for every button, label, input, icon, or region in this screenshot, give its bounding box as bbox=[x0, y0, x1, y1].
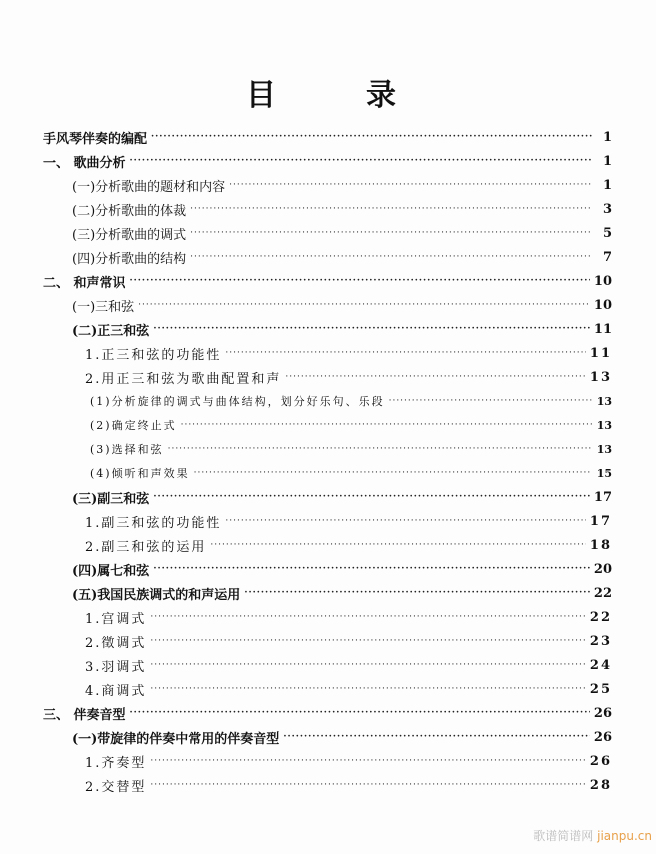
toc-entry-page: 5 bbox=[602, 225, 612, 241]
toc-entry-page: 1 bbox=[602, 153, 612, 169]
toc-entry[interactable] bbox=[85, 366, 612, 388]
toc-entry-page: 23 bbox=[589, 633, 612, 649]
toc-entry-label: (2)确定终止式 bbox=[90, 419, 177, 432]
toc-entry[interactable] bbox=[72, 294, 612, 316]
toc-entry[interactable] bbox=[90, 462, 612, 484]
leader-dots bbox=[225, 510, 586, 532]
toc-entry-label: 手风琴伴奏的编配 bbox=[43, 131, 148, 147]
toc-entry[interactable] bbox=[85, 750, 612, 772]
toc-entry-label: 2.副三和弦的运用 bbox=[85, 539, 207, 555]
toc-entry[interactable] bbox=[85, 534, 612, 556]
toc-entry[interactable] bbox=[72, 222, 612, 244]
toc-entry[interactable] bbox=[43, 270, 612, 292]
leader-dots bbox=[130, 702, 590, 724]
toc-entry[interactable] bbox=[72, 246, 612, 268]
toc-entry-page: 11 bbox=[589, 345, 612, 361]
toc-entry-page: 20 bbox=[593, 561, 612, 577]
toc-entry-label: (三)分析歌曲的调式 bbox=[72, 227, 187, 243]
leader-dots bbox=[150, 630, 586, 652]
leader-dots bbox=[229, 174, 592, 196]
toc-entry[interactable] bbox=[85, 342, 612, 364]
leader-dots bbox=[130, 270, 590, 292]
toc-entry[interactable] bbox=[72, 582, 612, 604]
toc-entry[interactable] bbox=[72, 174, 612, 196]
toc-entry-label: 2.交替型 bbox=[85, 779, 147, 795]
toc-entry-label: 1.副三和弦的功能性 bbox=[85, 515, 222, 531]
leader-dots bbox=[150, 750, 586, 772]
leader-dots bbox=[389, 390, 592, 412]
toc-entry[interactable] bbox=[90, 414, 612, 436]
toc-entry-label: (四)属七和弦 bbox=[72, 563, 150, 579]
toc-entry[interactable] bbox=[85, 774, 612, 796]
toc-entry-page: 11 bbox=[593, 321, 612, 337]
toc-entry-page: 22 bbox=[593, 585, 612, 601]
toc-entry-page: 17 bbox=[589, 513, 612, 529]
toc-entry-label: (一)带旋律的伴奏中常用的伴奏音型 bbox=[72, 731, 280, 747]
leader-dots bbox=[150, 606, 586, 628]
leader-dots bbox=[130, 150, 592, 172]
leader-dots bbox=[168, 438, 592, 460]
toc-entry-page: 1 bbox=[602, 129, 612, 145]
toc-entry-label: (四)分析歌曲的结构 bbox=[72, 251, 187, 267]
toc-entry-label: (三)副三和弦 bbox=[72, 491, 150, 507]
toc-entry-label: 3.羽调式 bbox=[85, 659, 147, 675]
leader-dots bbox=[190, 222, 592, 244]
leader-dots bbox=[190, 246, 592, 268]
leader-dots bbox=[153, 486, 590, 508]
leader-dots bbox=[194, 462, 592, 484]
toc-entry-page: 13 bbox=[596, 418, 612, 432]
leader-dots bbox=[153, 318, 590, 340]
toc-entry-label: 4.商调式 bbox=[85, 683, 147, 699]
toc-entry-label: 2.徵调式 bbox=[85, 635, 147, 651]
toc-entry-page: 26 bbox=[593, 729, 612, 745]
page-title bbox=[0, 70, 656, 113]
toc-entry-page: 24 bbox=[589, 657, 612, 673]
title-char-1: 目 bbox=[246, 78, 276, 113]
toc-entry[interactable] bbox=[72, 486, 612, 508]
toc-entry[interactable] bbox=[85, 654, 612, 676]
toc-entry[interactable] bbox=[72, 318, 612, 340]
watermark-en: jianpu.cn bbox=[597, 829, 652, 843]
leader-dots bbox=[210, 534, 586, 556]
toc-entry-label: (4)倾听和声效果 bbox=[90, 467, 190, 480]
toc-entry-page: 15 bbox=[596, 466, 612, 480]
leader-dots bbox=[150, 654, 586, 676]
toc-entry-label: 二、 和声常识 bbox=[43, 275, 126, 291]
toc-entry[interactable] bbox=[72, 198, 612, 220]
toc-entry[interactable] bbox=[43, 150, 612, 172]
toc-entry-page: 26 bbox=[593, 705, 612, 721]
toc-entry[interactable] bbox=[72, 558, 612, 580]
toc-entry-page: 22 bbox=[589, 609, 612, 625]
toc-entry-page: 13 bbox=[589, 369, 612, 385]
leader-dots bbox=[181, 414, 592, 436]
title-char-2: 录 bbox=[366, 78, 396, 113]
leader-dots bbox=[283, 726, 590, 748]
toc-entry-label: 2.用正三和弦为歌曲配置和声 bbox=[85, 371, 282, 387]
toc-entry-label: 1.正三和弦的功能性 bbox=[85, 347, 222, 363]
leader-dots bbox=[285, 366, 586, 388]
toc-entry-page: 17 bbox=[593, 489, 612, 505]
toc-entry-label: (一)分析歌曲的题材和内容 bbox=[72, 179, 226, 195]
toc-entry-page: 1 bbox=[602, 177, 612, 193]
toc-entry[interactable] bbox=[85, 678, 612, 700]
toc-entry-page: 10 bbox=[593, 273, 612, 289]
toc-entry-label: 1.齐奏型 bbox=[85, 755, 147, 771]
leader-dots bbox=[138, 294, 590, 316]
toc-entry[interactable] bbox=[90, 390, 612, 412]
toc-entry[interactable] bbox=[85, 630, 612, 652]
leader-dots bbox=[150, 678, 586, 700]
toc-entry-page: 3 bbox=[602, 201, 612, 217]
leader-dots bbox=[153, 558, 590, 580]
toc-entry-page: 13 bbox=[596, 394, 612, 408]
toc-entry-label: 一、 歌曲分析 bbox=[43, 155, 126, 171]
toc-entry-label: 1.宫调式 bbox=[85, 611, 147, 627]
toc-entry-label: (二)正三和弦 bbox=[72, 323, 150, 339]
leader-dots bbox=[225, 342, 586, 364]
toc-entry-page: 18 bbox=[589, 537, 612, 553]
leader-dots bbox=[244, 582, 590, 604]
leader-dots bbox=[151, 126, 592, 148]
leader-dots bbox=[190, 198, 592, 220]
toc-entry-page: 25 bbox=[589, 681, 612, 697]
toc-entry-page: 28 bbox=[589, 777, 612, 793]
toc-entry-label: (五)我国民族调式的和声运用 bbox=[72, 587, 241, 603]
watermark bbox=[533, 827, 652, 844]
toc-entry-label: 三、 伴奏音型 bbox=[43, 707, 126, 723]
leader-dots bbox=[150, 774, 586, 796]
toc-entry-page: 10 bbox=[593, 297, 612, 313]
toc-entry-page: 7 bbox=[602, 249, 612, 265]
toc-entry-label: (1)分析旋律的调式与曲体结构，划分好乐句、乐段 bbox=[90, 395, 385, 408]
watermark-cn: 歌谱简谱网 bbox=[533, 829, 594, 843]
toc-entry[interactable] bbox=[85, 510, 612, 532]
toc-entry-label: (一)三和弦 bbox=[72, 299, 135, 315]
toc-entry-page: 13 bbox=[596, 442, 612, 456]
toc-entry[interactable] bbox=[43, 702, 612, 724]
toc-entry[interactable] bbox=[72, 726, 612, 748]
toc-entry-label: (二)分析歌曲的体裁 bbox=[72, 203, 187, 219]
toc-entry[interactable] bbox=[85, 606, 612, 628]
toc-entry-page: 26 bbox=[589, 753, 612, 769]
toc-entry[interactable] bbox=[90, 438, 612, 460]
toc-entry[interactable] bbox=[43, 126, 612, 148]
toc-entry-label: (3)选择和弦 bbox=[90, 443, 164, 456]
